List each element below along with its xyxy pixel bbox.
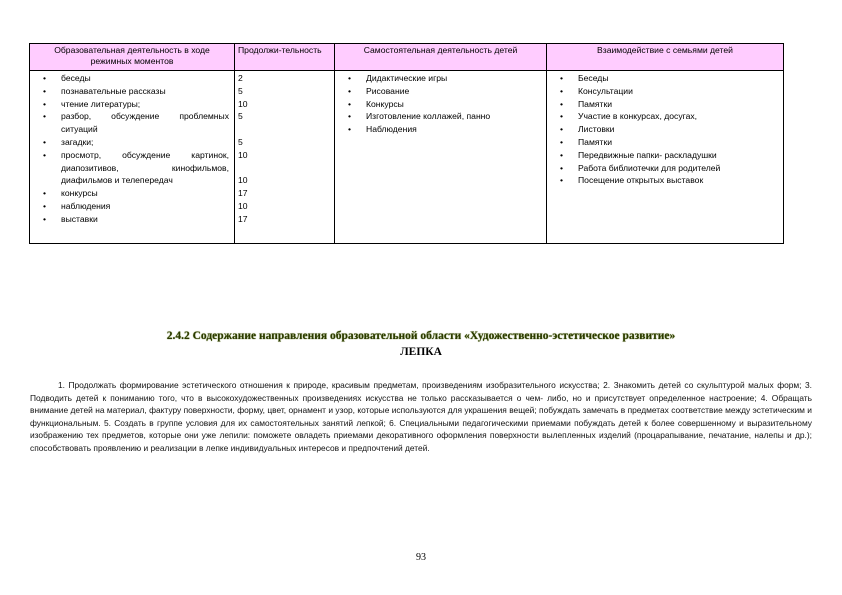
duration-cell [235,71,335,244]
duration-value: 5 [238,85,243,96]
list-item: • Памятки [550,98,780,111]
table-row [30,71,784,244]
header-independent-activity: Самостоятельная деятельность детей [335,44,547,71]
duration-value [238,123,331,136]
list-item: • познавательные рассказы [33,85,231,98]
list-item: • загадки; [33,136,231,149]
family-interaction-list [550,72,780,187]
independent-activity-list [338,72,543,136]
list-item: • разбор, обсуждение проблемных ситуаций [33,110,231,136]
list-item: • просмотр, обсуждение картинок, диапозитивов, кинофильмов, диафильмов и телепередач [33,149,231,187]
duration-value: 5 [238,136,243,147]
list-item: • конкурсы [33,187,231,200]
regime-activities-cell [30,71,235,244]
list-item: • Передвижные папки- раскладушки [550,149,780,162]
independent-activity-cell [335,71,547,244]
list-item: • Консультации [550,85,780,98]
activities-table [29,43,784,244]
duration-value: 10 [238,98,248,109]
section-paragraph: 1. Продолжать формирование эстетического отношения к природе, красивым предметам, произведениям изобразительного искусства; 2. Знакомить детей со скульптурой малых форм; 3. Подводить детей к пониманию того, что в высокохудожественных произведениях искусства не только рассказывается о чем- либо, но и присутствует определенное настроение; 4. Обращать внимание детей на материал, фактуру поверхности, форму, цвет, орнамент и узор, которые используются для украшения вещей; побуждать замечать в предметах соответствие между эстетическим и функциональным. 5. Создать в группе условия для их самостоятельных занятий лепкой; 6. Специальными педагогическими приемами побуждать детей к более совершенному и выразительному изображению тех предметов, которые они уже лепили: поможете овладеть приемами декоративного оформления поверхности вылепленных изделий (процарапывание, печатание, налепы и др.); способствовать проявлению и реализации в лепке индивидуальных интересов и предпочтений детей. [30,380,812,453]
list-item: • Дидактические игры [338,72,543,85]
list-item: • беседы [33,72,231,85]
list-item: • Изготовление коллажей, панно [338,110,543,123]
list-item: • Листовки [550,123,780,136]
duration-value: 2 [238,73,243,83]
list-item: • Наблюдения [338,123,543,136]
table-header-row [30,44,784,71]
list-item: • Работа библиотечки для родителей [550,162,780,175]
family-interaction-cell [547,71,784,244]
list-item: • чтение литературы; [33,98,231,111]
list-item: • Посещение открытых выставок [550,174,780,187]
list-item: • Памятки [550,136,780,149]
list-item: • выставки [33,213,231,226]
section-subheading: ЛЕПКА [400,346,442,358]
duration-list [238,72,331,226]
header-duration: Продолжи-тельность [235,44,335,71]
list-item: • наблюдения [33,200,231,213]
section-heading: 2.4.2 Содержание направления образовательной области «Художественно-эстетическое развитие» [166,330,676,342]
list-item: • Беседы [550,72,780,85]
regime-activities-list [33,72,231,226]
duration-value: 10 [238,175,248,186]
page-number: 93 [416,552,426,563]
header-regime-activities: Образовательная деятельность в ходе режимных моментов [30,44,235,71]
list-item: • Рисование [338,85,543,98]
list-item: • Участие в конкурсах, досугах, [550,110,780,123]
duration-value: 5 [238,111,243,122]
header-family-interaction: Взаимодействие с семьями детей [547,44,784,71]
duration-value [238,162,331,175]
duration-value: 17 [238,213,248,224]
duration-value: 10 [238,200,248,211]
duration-value: 17 [238,188,248,199]
duration-value: 10 [238,149,248,160]
list-item: • Конкурсы [338,98,543,111]
